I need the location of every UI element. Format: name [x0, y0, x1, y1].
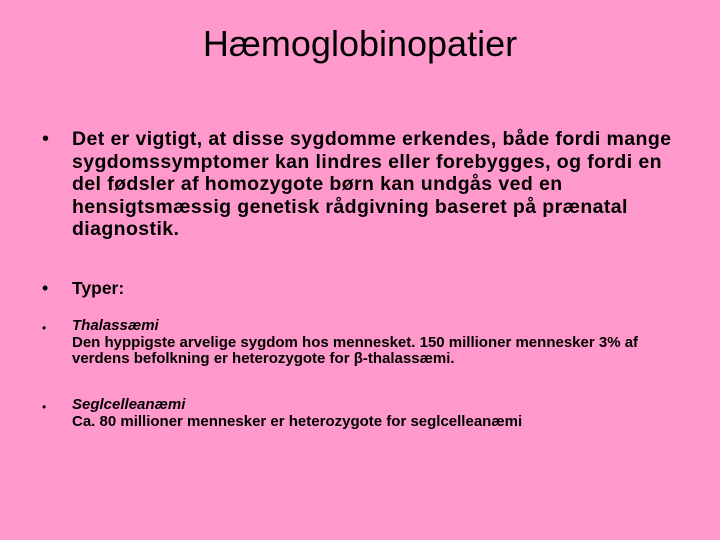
bullet-dot-icon: •: [42, 128, 50, 150]
bullet-heading: Seglcelleanæmi: [72, 396, 186, 413]
bullet-text: [72, 318, 692, 368]
bullet-sickle-cell: [42, 397, 692, 430]
bullet-dot-icon: •: [42, 278, 49, 298]
bullet-text: Det er vigtigt, at disse sygdomme erkendes, både fordi mange sygdomssymptomer kan lindres eller forebygges, og fordi en del fødsler af homozygote børn kan undgås ved en hensigtsmæssig genetisk rådgivning baseret på prænatal diagnostik.: [72, 128, 672, 240]
bullet-types: [42, 277, 692, 299]
bullet-dot-icon: •: [42, 321, 47, 335]
bullet-dot-icon: •: [42, 400, 47, 414]
slide-title: Hæmoglobinopatier: [202, 23, 518, 64]
bullet-text: [72, 397, 692, 430]
bullet-description: Ca. 80 millioner mennesker er heterozygote for seglcelleanæmi: [72, 412, 523, 430]
bullet-importance: [42, 128, 692, 241]
bullet-text: Typer:: [72, 278, 125, 298]
bullet-description: Den hyppigste arvelige sygdom hos mennesket. 150 millioner mennesker 3% af verdens befolkning er heterozygote for β-thalassæmi.: [72, 333, 639, 367]
bullet-heading: Thalassæmi: [72, 317, 159, 334]
bullet-thalassemia: [42, 318, 692, 368]
